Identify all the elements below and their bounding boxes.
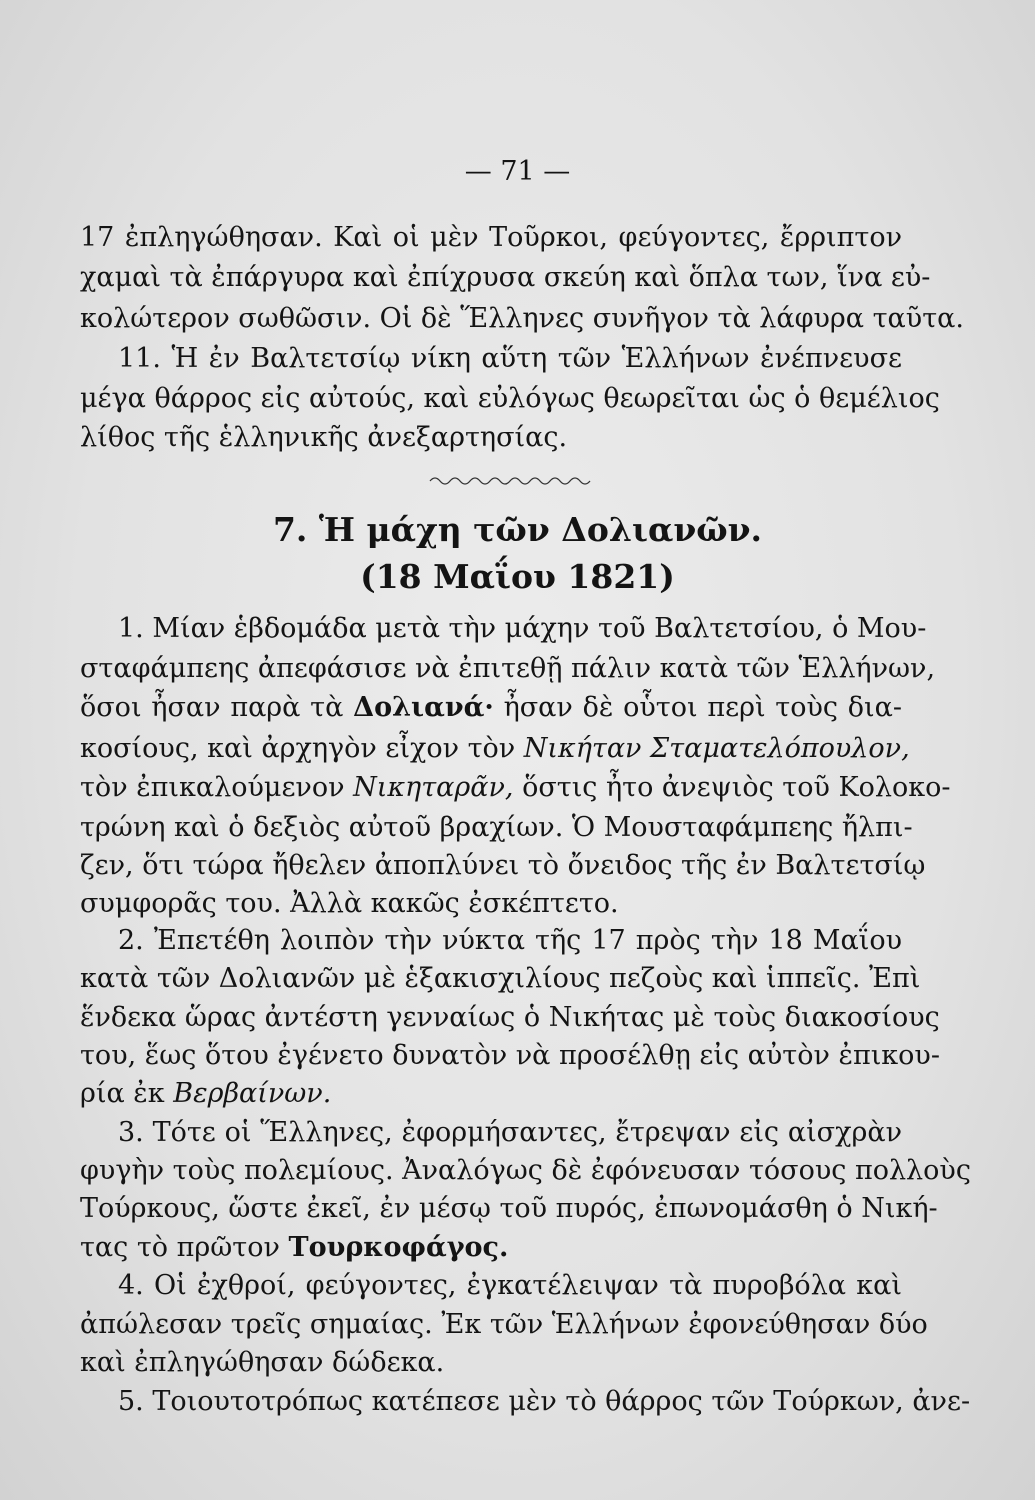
text-span: ὅστις ἦτο ἀνεψιὸς τοῦ Κολοκο-	[513, 772, 951, 803]
person-name-italic: Νικηταρᾶν,	[353, 772, 514, 803]
person-name-italic: Νικήταν Σταματελόπουλον,	[523, 733, 910, 764]
text-line: κατὰ τῶν Δολιανῶν μὲ ἑξακισχιλίους πεζοὺς καὶ ἱππεῖς. Ἐπὶ	[80, 963, 921, 994]
text-line: φυγὴν τοὺς πολεμίους. Ἀναλόγως δὲ ἐφόνευσαν τόσους πολλοὺς	[80, 1155, 971, 1186]
chapter-date: (18 Μαΐου 1821)	[360, 557, 675, 596]
text-span: ἦσαν δὲ οὗτοι περὶ τοὺς δια-	[493, 692, 902, 723]
text-span: ὅσοι ἦσαν παρὰ τὰ	[80, 692, 354, 723]
text-line	[80, 772, 951, 804]
text-line: 4. Οἱ ἐχθροί, φεύγοντες, ἐγκατέλειψαν τὰ πυροβόλα καὶ	[118, 1270, 902, 1301]
text-line: σταφάμπεης ἀπεφάσισε νὰ ἐπιτεθῇ πάλιν κατὰ τῶν Ἑλλήνων,	[80, 653, 936, 684]
text-line: 1. Μίαν ἑβδομάδα μετὰ τὴν μάχην τοῦ Βαλτετσίου, ὁ Μου-	[118, 613, 927, 644]
chapter-heading: 7. Ἡ μάχη τῶν Δολιανῶν.	[272, 510, 763, 549]
text-line: 5. Τοιουτοτρόπως κατέπεσε μὲν τὸ θάρρος τῶν Τούρκων, ἀνε-	[118, 1386, 971, 1417]
text-line	[80, 733, 910, 765]
wavy-divider-ornament	[428, 474, 588, 488]
place-name-bold: Δολιανά·	[353, 692, 494, 723]
page-number: — 71 —	[464, 156, 571, 187]
text-line: καὶ ἐπληγώθησαν δώδεκα.	[80, 1347, 445, 1378]
text-line: ἀπώλεσαν τρεῖς σημαίας. Ἐκ τῶν Ἑλλήνων ἐφονεύθησαν δύο	[80, 1309, 928, 1340]
text-line: κολώτερον σωθῶσιν. Οἱ δὲ Ἕλληνες συνῆγον τὰ λάφυρα ταῦτα.	[80, 303, 964, 334]
text-span: κοσίους, καὶ ἀρχηγὸν εἶχον τὸν	[80, 733, 524, 764]
text-line: ἕνδεκα ὥρας ἀντέστη γενναίως ὁ Νικήτας μὲ τοὺς διακοσίους	[80, 1002, 940, 1033]
place-name-italic: Βερβαίνων.	[173, 1078, 332, 1109]
text-line	[80, 1078, 902, 1110]
text-line: χαμαὶ τὰ ἐπάργυρα καὶ ἐπίχρυσα σκεύη καὶ ὅπλα των, ἵνα εὐ-	[80, 262, 931, 293]
text-line: συμφορᾶς του. Ἀλλὰ κακῶς ἐσκέπτετο.	[80, 888, 619, 919]
text-line: 17 ἐπληγώθησαν. Καὶ οἱ μὲν Τοῦρκοι, φεύγοντες, ἔρριπτον	[80, 222, 902, 253]
text-line: 11. Ἡ ἐν Βαλτετσίῳ νίκη αὕτη τῶν Ἑλλήνων ἐνέπνευσε	[118, 343, 902, 374]
text-span: τας τὸ πρῶτον	[80, 1232, 289, 1263]
text-line: του, ἕως ὅτου ἐγένετο δυνατὸν νὰ προσέλθῃ εἰς αὐτὸν ἐπικου-	[80, 1040, 940, 1071]
text-line	[80, 692, 902, 724]
text-line: Τούρκους, ὥστε ἐκεῖ, ἐν μέσῳ τοῦ πυρός, ἐπωνομάσθη ὁ Νική-	[80, 1193, 938, 1224]
text-line: μέγα θάρρος εἰς αὐτούς, καὶ εὐλόγως θεωρεῖται ὡς ὁ θεμέλιος	[80, 383, 940, 414]
text-span: τὸν ἐπικαλούμενον	[80, 772, 354, 803]
text-line: 3. Τότε οἱ Ἕλληνες, ἐφορμήσαντες, ἔτρεψαν εἰς αἰσχρὰν	[118, 1117, 902, 1148]
text-line: λίθος τῆς ἑλληνικῆς ἀνεξαρτησίας.	[80, 422, 568, 453]
epithet-bold: Τουρκοφάγος.	[288, 1232, 509, 1263]
text-span: ρία ἐκ	[80, 1078, 174, 1109]
text-line	[80, 1232, 902, 1264]
text-line: 2. Ἐπετέθη λοιπὸν τὴν νύκτα τῆς 17 πρὸς τὴν 18 Μαΐου	[118, 925, 902, 956]
text-line: τρώνη καὶ ὁ δεξιὸς αὐτοῦ βραχίων. Ὁ Μουσταφάμπεης ἤλπι-	[80, 812, 913, 843]
text-line: ζεν, ὅτι τώρα ἤθελεν ἀποπλύνει τὸ ὄνειδος τῆς ἐν Βαλτετσίῳ	[80, 850, 926, 881]
